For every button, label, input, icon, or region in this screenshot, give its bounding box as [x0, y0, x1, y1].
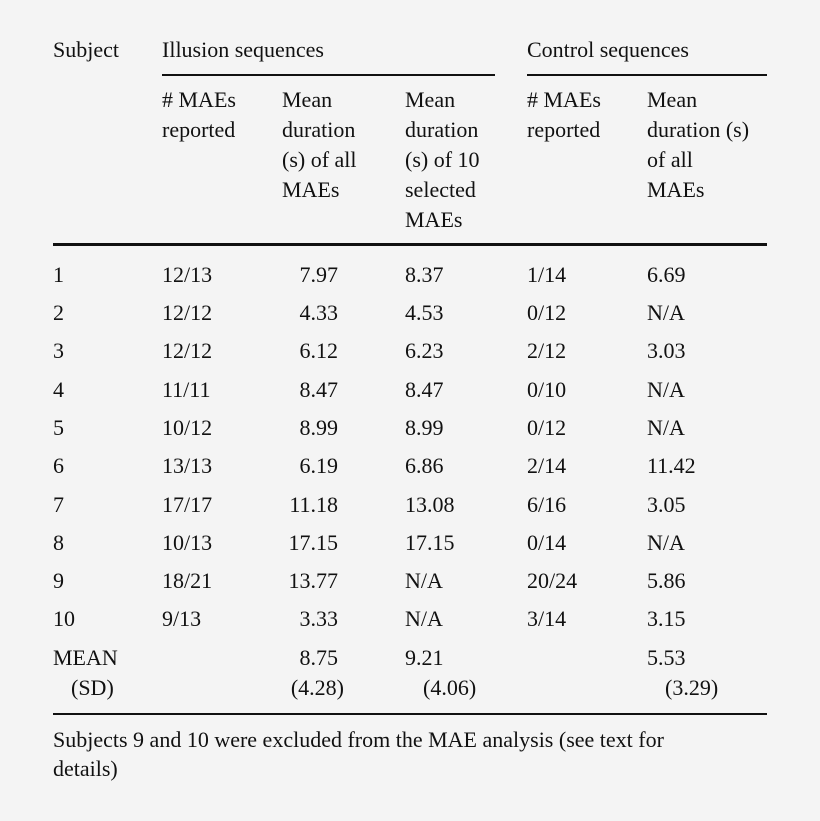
illusion-group-rule: [162, 74, 495, 76]
illusion-group-header: Illusion sequences: [162, 37, 324, 62]
header-bottom-rule: [53, 243, 767, 246]
control-group-header: Control sequences: [527, 37, 689, 62]
subject-header: Subject: [53, 37, 119, 62]
control-group-rule: [527, 74, 767, 76]
table-figure: Subject Illusion sequences Control sequences # MAEs reported Mean duration (s) of all MAEs Mean duration (s) of 10 selected MAEs # MAEs reported Mean duration (s) of all MAEs 1 12/13 7.97 8.37 1/14 6.69 2 12/12 4.33 4.53 0/12 N/A 3 12/12 6.12 6.23 2/12 3.03 4 11/11 8.47 8.47 0/10 N/A 5 10/12 8.99 8.99 0/12 N/A 6 13/13 6.19 6.86 2/14 11.42 7 17/17 11.18 13.08 6/16 3.05 8 10/13 17.15 17.15 0/14 N/A 9 18/21 13.77 N/A 20/24 5.86 10 9/13 3.33 N/A 3/14 3.15 MEAN (SD) 8.75 (4.28) 9.21 (4.06) 5.53 (3.29) Subjects 9 and 10 were excluded from the MAE analysis (see text for details): [0, 0, 820, 821]
table-bottom-rule: [53, 713, 767, 715]
